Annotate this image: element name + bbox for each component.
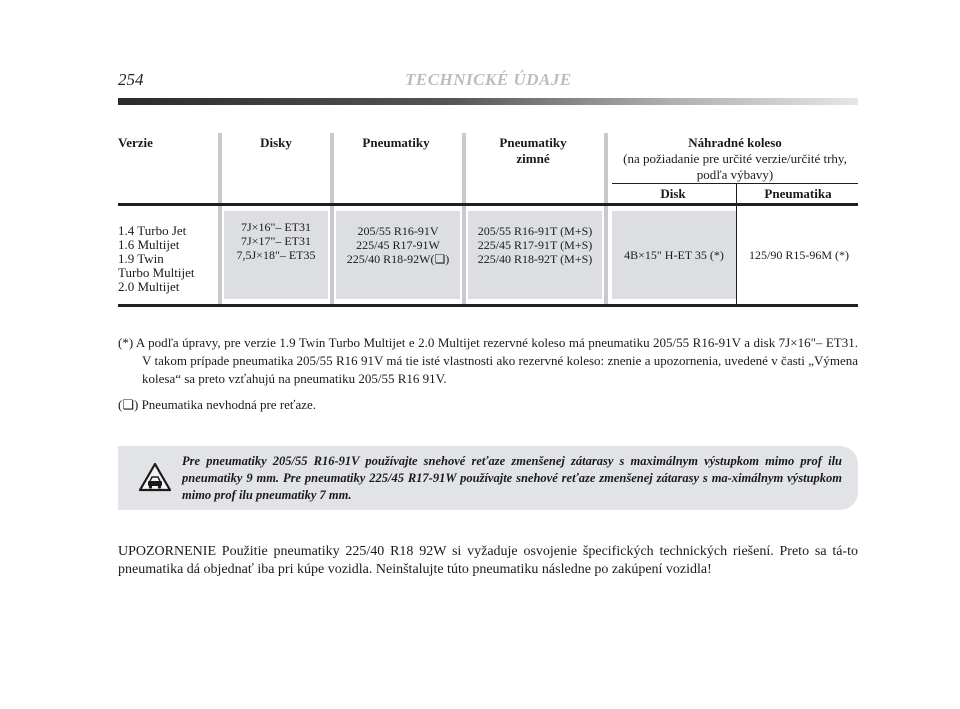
disky-item: 7J×17"– ET31	[241, 234, 311, 248]
snow-chain-warning-icon	[138, 462, 172, 497]
cell-disk: 4B×15" H-ET 35 (*)	[624, 248, 724, 262]
page-number: 254	[118, 70, 144, 89]
pneumatiky-item: 205/55 R16-91V	[357, 224, 439, 238]
col-header-disk: Disk	[660, 186, 686, 201]
column-divider	[218, 133, 222, 305]
footnote-square: (❏) Pneumatika nevhodná pre reťaze.	[118, 397, 317, 412]
col-header-nahradne-koleso	[612, 135, 858, 183]
table-bottom-rule	[118, 304, 858, 307]
disky-item: 7,5J×18"– ET35	[236, 248, 316, 262]
pneumatiky-zimne-item: 225/45 R17-91T (M+S)	[477, 238, 593, 252]
spec-table	[0, 0, 960, 330]
col-header-pneumatiky: Pneumatiky	[362, 135, 430, 150]
verzie-item: Turbo Multijet	[118, 265, 195, 280]
col-header-pneumatiky-zimne	[468, 135, 598, 167]
verzie-item: 1.9 Twin	[118, 251, 164, 266]
col-header-pneumatiky-zimne-line1: Pneumatiky	[499, 135, 567, 150]
cell-pneumatiky-zimne	[468, 224, 602, 266]
col-header-nahradne-title: Náhradné koleso	[688, 135, 782, 150]
column-divider	[330, 133, 334, 305]
verzie-item: 2.0 Multijet	[118, 279, 180, 294]
pneumatiky-item: 225/40 R18-92W(❏)	[346, 252, 450, 266]
pneumatiky-item: 225/45 R17-91W	[356, 238, 440, 252]
table-header-rule	[118, 203, 858, 206]
col-header-pneumatika: Pneumatika	[764, 186, 832, 201]
column-divider	[462, 133, 466, 305]
disky-item: 7J×16"– ET31	[241, 220, 311, 234]
cell-verzie	[118, 224, 218, 294]
cell-disky	[224, 220, 328, 262]
cell-pneumatiky	[336, 224, 460, 266]
col-header-disky: Disky	[260, 135, 292, 150]
footnote-star: (*) A podľa úpravy, pre verzie 1.9 Twin Turbo Multijet e 2.0 Multijet rezervné koleso má pneumatiku 205/55 R16-91V a disk 7J×16"– ET31. V takom prípade pneumatika 205/55 R16 91V má tie isté vlastnosti ako rezervné koleso: znenie a upozornenia, uvedené v časti „Výmena kolesa“ sa preto vzťahujú na pneumatiku 205/55 R16 91V.	[118, 335, 858, 386]
column-divider	[604, 133, 608, 305]
pneumatiky-zimne-item: 205/55 R16-91T (M+S)	[477, 224, 593, 238]
col-header-nahradne-sub1: (na požiadanie pre určité verzie/určité trhy,	[623, 151, 847, 166]
pneumatiky-zimne-item: 225/40 R18-92T (M+S)	[477, 252, 593, 266]
warning-text: Pre pneumatiky 205/55 R16-91V používajte snehové reťaze zmenšenej zátarasy s maximálnym výstupkom mimo prof ilu pneumatiky 9 mm. Pre pneumatiky 225/45 R17-91W používajte snehové reťaze zmenšenej zátarasy s ma-ximálnym výstupkom mimo prof ilu pneumatiky 7 mm.	[182, 454, 842, 502]
col-header-pneumatiky-zimne-line2: zimné	[516, 151, 550, 166]
page-title: TECHNICKÉ ÚDAJE	[405, 70, 572, 89]
col-header-verzie: Verzie	[118, 135, 153, 150]
cell-pneumatika: 125/90 R15-96M (*)	[749, 248, 849, 262]
notice-text: UPOZORNENIE Použitie pneumatiky 225/40 R18 92W si vyžaduje osvojenie špecifických technických riešení. Preto sa tá-to pneumatika dá objednať iba pri kúpe vozidla. Neinštalujte túto pneumatiku následne po zakúpení vozidla!	[118, 544, 858, 577]
col-header-nahradne-sub2: podľa výbavy)	[696, 167, 774, 182]
subheader-rule	[612, 183, 858, 184]
verzie-item: 1.4 Turbo Jet	[118, 223, 187, 238]
footnotes	[118, 334, 858, 422]
verzie-item: 1.6 Multijet	[118, 237, 180, 252]
